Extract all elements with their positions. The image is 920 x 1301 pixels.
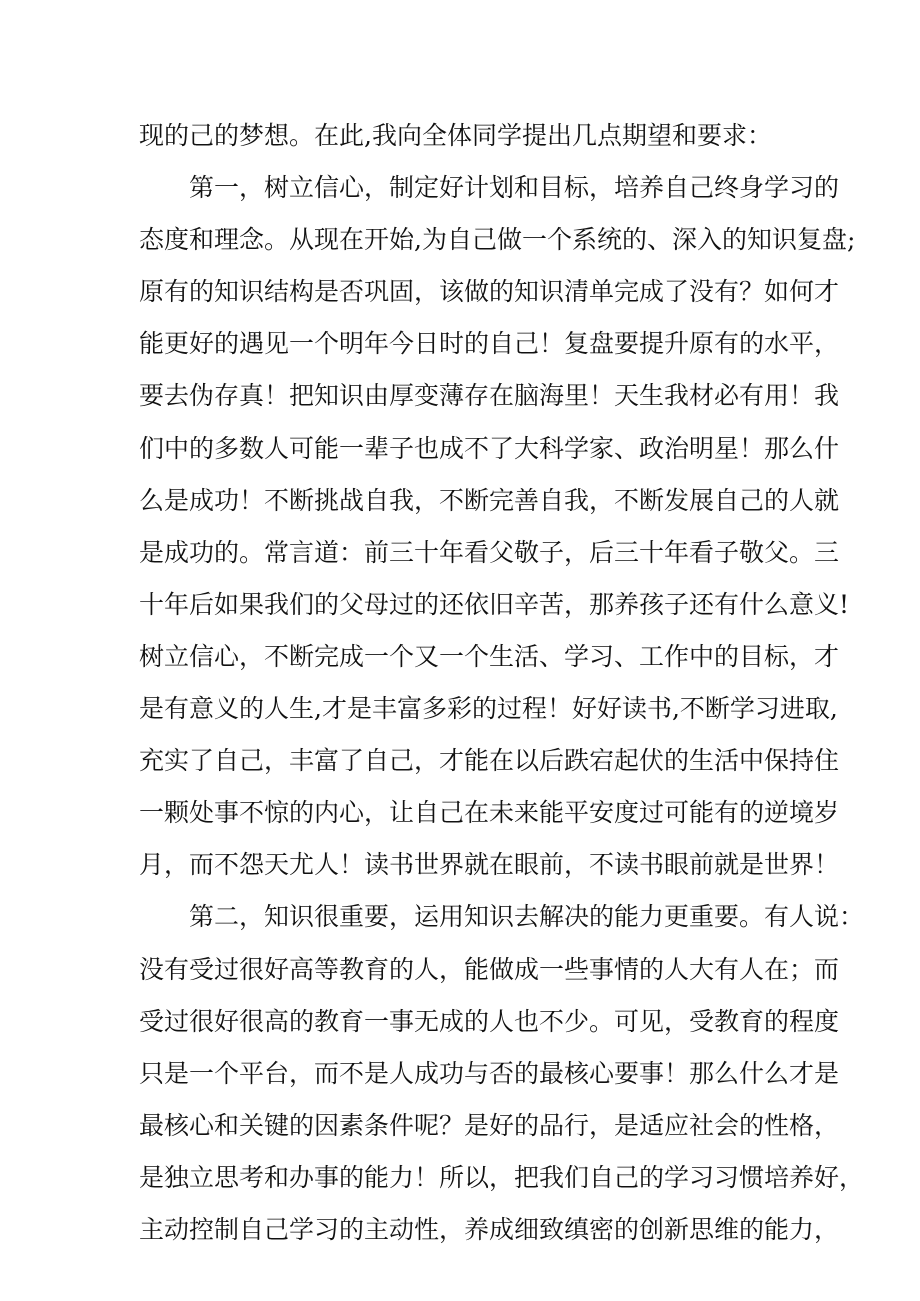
text-line: 十年后如果我们的父母过的还依旧辛苦，那养孩子还有什么意义! (139, 589, 850, 619)
text-line: 现的己的梦想。在此,我向全体同学提出几点期望和要求： (139, 121, 772, 150)
text-line: 能更好的遇见一个明年今日时的自己！复盘要提升原有的水平， (139, 329, 840, 359)
text-line: 要去伪存真！把知识由厚变薄存在脑海里！天生我材必有用！我 (139, 381, 840, 411)
text-line: 们中的多数人可能一辈子也成不了大科学家、政治明星！那么什 (139, 433, 840, 463)
text-line: 是有意义的人生,才是丰富多彩的过程！好好读书,不断学习进取, (139, 694, 838, 724)
text-line: 最核心和关键的因素条件呢？是好的品行，是适应社会的性格， (139, 1110, 840, 1140)
body-text (139, 110, 865, 1256)
text-line: 主动控制自己学习的主动性，养成细致缜密的创新思维的能力， (139, 1214, 840, 1244)
text-line: 充实了自己，丰富了自己，才能在以后跌宕起伏的生活中保持住 (139, 746, 840, 776)
text-line: 原有的知识结构是否巩固，该做的知识清单完成了没有？如何才 (139, 277, 840, 307)
text-line: 受过很好很高的教育一事无成的人也不少。可见，受教育的程度 (139, 1006, 840, 1036)
paragraph-first-line: 第一，树立信心，制定好计划和目标，培养自己终身学习的 (189, 173, 840, 203)
text-line: 只是一个平台，而不是人成功与否的最核心要事！那么什么才是 (139, 1058, 840, 1088)
paragraph-first-line: 第二，知识很重要，运用知识去解决的能力更重要。有人说： (189, 902, 865, 932)
text-line: 是成功的。常言道：前三十年看父敬子，后三十年看子敬父。三 (139, 537, 840, 567)
text-line: 没有受过很好高等教育的人，能做成一些事情的人大有人在；而 (139, 954, 840, 984)
text-line: 是独立思考和办事的能力！所以，把我们自己的学习习惯培养好， (139, 1162, 865, 1192)
text-line: 态度和理念。从现在开始,为自己做一个系统的、深入的知识复盘; (139, 225, 856, 255)
text-line: 一颗处事不惊的内心，让自己在未来能平安度过可能有的逆境岁 (139, 798, 840, 828)
text-line: 月，而不怨天尤人！读书世界就在眼前，不读书眼前就是世界！ (139, 850, 840, 880)
text-line: 么是成功！不断挑战自我，不断完善自我，不断发展自己的人就 (139, 485, 840, 515)
text-line: 树立信心，不断完成一个又一个生活、学习、工作中的目标，才 (139, 641, 840, 671)
